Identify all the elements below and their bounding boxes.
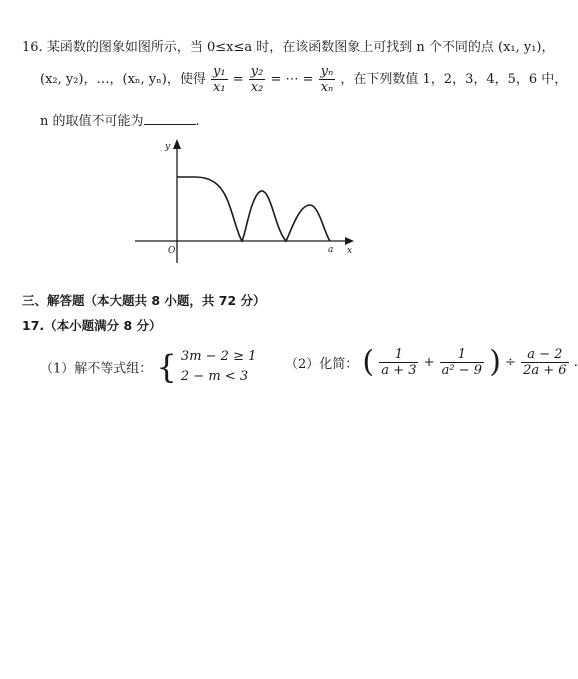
answer-blank	[144, 112, 196, 125]
function-graph	[125, 135, 360, 265]
question-17-part-2: （2）化简： ( $\frac{1}{a + 3}$ + $\frac{1}{\text{a² − 9}}$ ) ÷ $\frac{a - 2}{2a + 6}$ .	[285, 344, 578, 380]
question-text: (x₂, y₂)，…，(xₙ, yₙ)，使得	[40, 72, 206, 87]
question-16-line-2	[40, 64, 567, 95]
fraction-yn-xn: $\frac{\text{yₙ}}{\text{xₙ}}$	[320, 64, 334, 95]
fraction-y2-x2: $\frac{\text{y₂}}{\text{x₂}}$	[250, 64, 264, 95]
fraction-a-minus-2-over-2a-plus-6: $\frac{a - 2}{2a + 6}$	[523, 347, 567, 378]
divide-sign: ÷	[505, 355, 516, 370]
x-axis-arrow	[345, 237, 354, 245]
fraction-y1-x1: $\frac{\text{y₁}}{\text{x₁}}$	[212, 64, 226, 95]
ellipsis-equals: = ⋯ =	[270, 72, 314, 87]
question-16-line-3: n 的取值不可能为 .	[40, 114, 200, 129]
equals-sign: =	[232, 72, 244, 87]
fraction-1-over-a-plus-3: $\frac{1}{a + 3}$	[381, 347, 417, 378]
section-heading: 三、解答题（本大题共 8 小题，共 72 分）	[22, 293, 266, 308]
y-axis-arrow	[173, 139, 181, 149]
fraction-1-over-a2-minus-9: $\frac{1}{\text{a² − 9}}$	[441, 347, 483, 378]
question-text: ，在下列数值 1，2，3，4，5，6 中，	[340, 72, 568, 87]
question-number: 16.	[22, 40, 43, 55]
question-17-heading: 17.（本小题满分 8 分）	[22, 318, 162, 333]
plus-sign: +	[423, 355, 435, 370]
x-axis-label: x	[347, 246, 353, 256]
right-paren: )	[489, 344, 501, 380]
part-1-label: （1）解不等式组：	[40, 361, 153, 377]
inequality-2: 2 − m < 3	[180, 369, 249, 384]
question-text: 某函数的图象如图所示，当 0≤x≤a 时，在该函数图象上可找到 n 个不同的点 (x₁, y₁)，	[46, 40, 555, 55]
question-17-part-1	[40, 347, 256, 387]
part-2-label: （2）化简：	[285, 357, 359, 372]
left-paren: (	[362, 344, 375, 380]
y-axis-label: y	[165, 142, 171, 152]
a-label: a	[328, 245, 334, 255]
inequality-system	[181, 347, 256, 387]
function-curve	[177, 177, 330, 241]
question-16-line-1	[22, 36, 555, 55]
question-text: n 的取值不可能为	[40, 114, 144, 129]
origin-label: O	[168, 246, 176, 256]
inequality-1: 3m − 2 ≥ 1	[180, 349, 257, 364]
left-brace: {	[156, 348, 177, 386]
